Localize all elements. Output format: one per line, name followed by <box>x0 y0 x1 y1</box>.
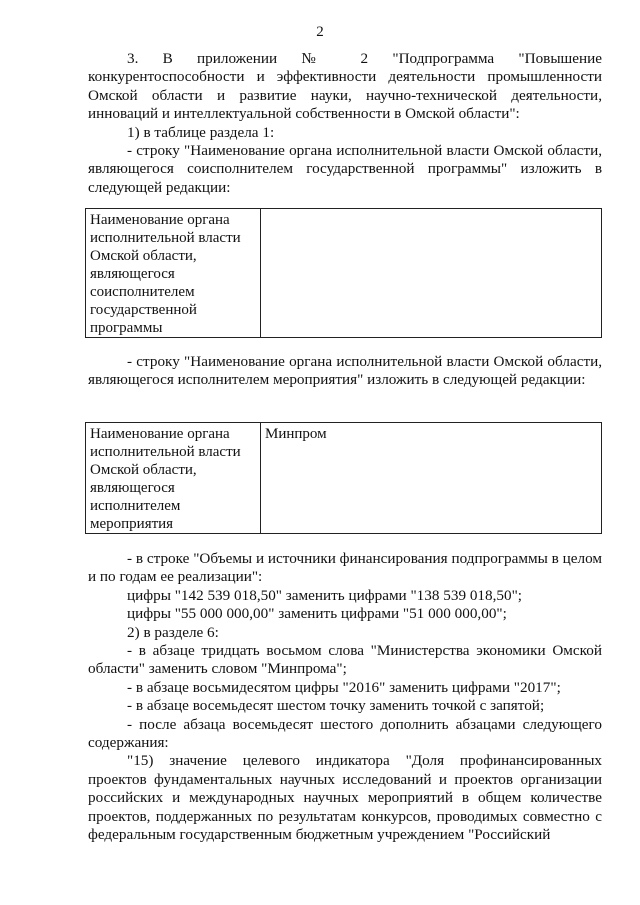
table-coexecutor <box>85 208 602 338</box>
table-cell-label: Наименование органа исполнительной власти Омской области, являющегося исполнителем мероприятия <box>86 423 261 534</box>
intro-block <box>88 50 602 197</box>
table-executor <box>85 422 602 534</box>
table-cell-value <box>261 209 602 338</box>
table-row <box>86 209 602 338</box>
table-cell-value: Минпром <box>261 423 602 534</box>
instruction-row-executor: - строку "Наименование органа исполнительной власти Омской области, являющегося исполнителем мероприятия" изложить в следующей редакции: <box>88 353 602 389</box>
figures-replacement-2: цифры "55 000 000,00" заменить цифрами "51 000 000,00"; <box>127 605 507 623</box>
bottom-block <box>88 550 602 845</box>
paragraph-86-change: - в абзаце восемьдесят шестом точку заменить точкой с запятой; <box>127 697 545 715</box>
paragraph-86-addition: - после абзаца восемьдесят шестого дополнить абзацами следующего содержания: <box>88 715 602 752</box>
paragraph-38-change: - в абзаце тридцать восьмом слова "Министерства экономики Омской области" заменить словом "Минпрома"; <box>88 642 602 678</box>
subitem-1: 1) в таблице раздела 1: <box>127 123 275 141</box>
new-paragraph-15: "15) значение целевого индикатора "Доля профинансированных проектов фундаментальных научных исследований и проектов организации российских и международных научных мероприятий в общем количестве проектов, поддержанных по результатам конкурсов, проводимых совместно с федеральным государственным бюджетным учреждением "Российский <box>88 752 602 844</box>
middle-block <box>88 353 602 390</box>
instruction-row-coexecutor: - строку "Наименование органа исполнительной власти Омской области, являющегося соисполнителем государственной программы" изложить в следующей редакции: <box>88 142 602 196</box>
figures-replacement-1: цифры "142 539 018,50" заменить цифрами "138 539 018,50"; <box>127 586 523 604</box>
paragraph-80-change: - в абзаце восьмидесятом цифры "2016" заменить цифрами "2017"; <box>127 678 561 696</box>
page-number: 2 <box>316 24 324 40</box>
financing-row-instruction: - в строке "Объемы и источники финансирования подпрограммы в целом и по годам ее реализации": <box>88 550 602 586</box>
table-row <box>86 423 602 534</box>
subitem-2: 2) в разделе 6: <box>127 623 219 641</box>
table-cell-label: Наименование органа исполнительной власти Омской области, являющегося соисполнителем государственной программы <box>86 209 261 338</box>
amendment-item-3: 3. В приложении № 2 "Подпрограмма "Повышение конкурентоспособности и эффективности деятельности промышленности Омской области и развитие науки, научно-технической деятельности, инноваций и интеллектуальной собственности в Омской области": <box>88 50 602 123</box>
